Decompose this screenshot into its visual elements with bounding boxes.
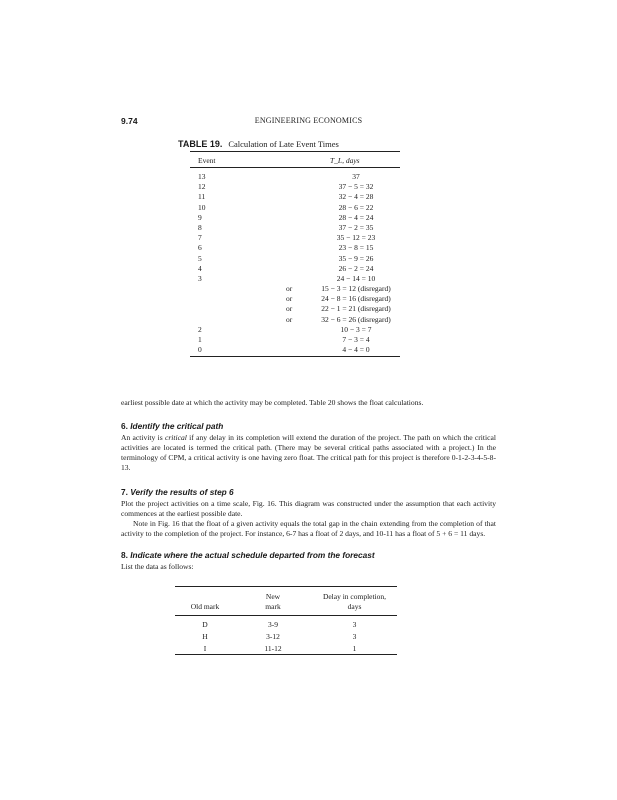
- section-8-heading: 8. Indicate where the actual schedule departed from the forecast: [121, 550, 375, 560]
- table19-value-cell: 26 − 2 = 24: [338, 263, 374, 273]
- table19-value-cell: 32 − 6 = 26 (disregard): [321, 314, 391, 324]
- table19-event-cell: 10: [198, 202, 206, 212]
- table19-col-time: T_L, days: [330, 156, 360, 165]
- section-6-heading: 6. Identify the critical path: [121, 421, 224, 431]
- table19-row: [190, 213, 400, 223]
- table19-value-cell: 23 − 8 = 15: [338, 243, 374, 253]
- table19-row: [190, 203, 400, 213]
- table19-value-cell: 35 − 9 = 26: [338, 253, 374, 263]
- table19-row: [190, 172, 400, 182]
- table19-row: [190, 294, 400, 304]
- table19-row: [190, 264, 400, 274]
- table19-row: [190, 315, 400, 325]
- table2-delay-cell: 1: [352, 644, 357, 653]
- table19-or-cell: or: [286, 314, 293, 324]
- paragraph-float: earliest possible date at which the activity may be completed. Table 20 shows the float calculations.: [121, 398, 424, 407]
- table2-header: New Delay in completion, Old mark mark days: [190, 592, 387, 611]
- table19-or-cell: or: [286, 304, 293, 314]
- table19-value-cell: 37: [352, 172, 360, 181]
- table19-col-event: Event: [198, 156, 216, 165]
- table19-title: Calculation of Late Event Times: [228, 139, 339, 149]
- table19-value-cell: 22 − 1 = 21 (disregard): [321, 304, 391, 314]
- section-7-text: Plot the project activities on a time scale, Fig. 16. This diagram was constructed under the assumption that each activity commences at the earliest possible date. Note in Fig. 16 that the float of a given activity equals the total gap in the chain extending from the completion of that activity to the completion of the project. For instance, 6-7 has a float of 2 days, and 10-11 has a float of 5 + 6 = 11 days.: [121, 499, 496, 538]
- table2-new-cell: 11-12: [264, 644, 282, 653]
- table19-value-cell: 28 − 6 = 22: [338, 202, 374, 212]
- table19-or-cell: or: [286, 294, 293, 304]
- table19-value-cell: 24 − 14 = 10: [336, 273, 376, 283]
- table19-head-rule: [190, 167, 400, 168]
- table19-event-cell: 0: [198, 345, 202, 355]
- table2-old-cell: D: [202, 620, 208, 629]
- table19-value-cell: 4 − 4 = 0: [342, 345, 370, 355]
- table19-row: [190, 345, 400, 355]
- table19-event-cell: 9: [198, 212, 202, 222]
- table19-event-cell: 6: [198, 243, 202, 253]
- table19-value-cell: 37 − 2 = 35: [338, 222, 374, 232]
- section-6-text: An activity is critical if any delay in its completion will extend the duration of the project. The path on which the critical activities are located is termed the critical path. (There may be several critical paths associated with a project.) In the terminology of CPM, a critical activity is one having zero float. The critical path for this project is therefore 0-1-2-3-4-5-8-13.: [121, 433, 496, 472]
- table19-row: [190, 223, 400, 233]
- table2-row: [175, 632, 397, 644]
- table19-row: [190, 182, 400, 192]
- table19-row: [190, 274, 400, 284]
- page-number: 9.74: [121, 116, 138, 126]
- table2-new-cell: 3-9: [268, 620, 278, 629]
- table19-row: [190, 304, 400, 314]
- table2-body: [175, 620, 397, 656]
- table19-row: [190, 243, 400, 253]
- table19-value-cell: 10 − 3 = 7: [340, 324, 372, 334]
- table2-head-rule: [175, 615, 397, 616]
- table19-or-cell: or: [286, 284, 293, 294]
- table2-delay-cell: 3: [352, 620, 357, 629]
- table19-top-rule: [190, 151, 400, 152]
- table19-event-cell: 2: [198, 324, 202, 334]
- table2-new-cell: 3-12: [266, 632, 280, 641]
- table19-row: [190, 335, 400, 345]
- table19-caption: [178, 139, 339, 149]
- table19-event-cell: 12: [198, 182, 206, 192]
- table19-event-cell: 13: [198, 172, 206, 181]
- section-7-heading: 7. Verify the results of step 6: [121, 487, 234, 497]
- table19-value-cell: 28 − 4 = 24: [338, 212, 374, 222]
- table19-bottom-rule: [190, 356, 400, 357]
- table2-old-cell: H: [202, 632, 208, 641]
- table19-value-cell: 35 − 12 = 23: [336, 233, 376, 243]
- table2-bottom-rule: [175, 654, 397, 655]
- table19-label: TABLE 19.: [178, 139, 223, 149]
- table19-event-cell: 1: [198, 335, 202, 344]
- table19-event-cell: 3: [198, 273, 202, 283]
- table19-value-cell: 37 − 5 = 32: [338, 182, 374, 192]
- table19-row: [190, 233, 400, 243]
- table2-delay-cell: 3: [352, 632, 357, 641]
- table19-value-cell: 7 − 3 = 4: [342, 335, 370, 344]
- table19-value-cell: 32 − 4 = 28: [338, 192, 374, 202]
- table2-row: [175, 620, 397, 632]
- table19-value-cell: 15 − 3 = 12 (disregard): [321, 284, 391, 294]
- table19-value-cell: 24 − 8 = 16 (disregard): [321, 294, 391, 304]
- table19-row: [190, 192, 400, 202]
- table19-row: [190, 254, 400, 264]
- table19-event-cell: 11: [198, 192, 206, 202]
- table19-event-cell: 5: [198, 253, 202, 263]
- table2-old-cell: I: [203, 644, 207, 653]
- table19-row: [190, 284, 400, 294]
- table2-top-rule: [175, 586, 397, 587]
- table19-event-cell: 8: [198, 222, 202, 232]
- running-title: ENGINEERING ECONOMICS: [254, 116, 363, 125]
- table19-event-cell: 4: [198, 263, 202, 273]
- table19-body: [190, 172, 400, 355]
- table19-event-cell: 7: [198, 233, 202, 243]
- table19-row: [190, 325, 400, 335]
- section-8-text: List the data as follows:: [121, 562, 194, 571]
